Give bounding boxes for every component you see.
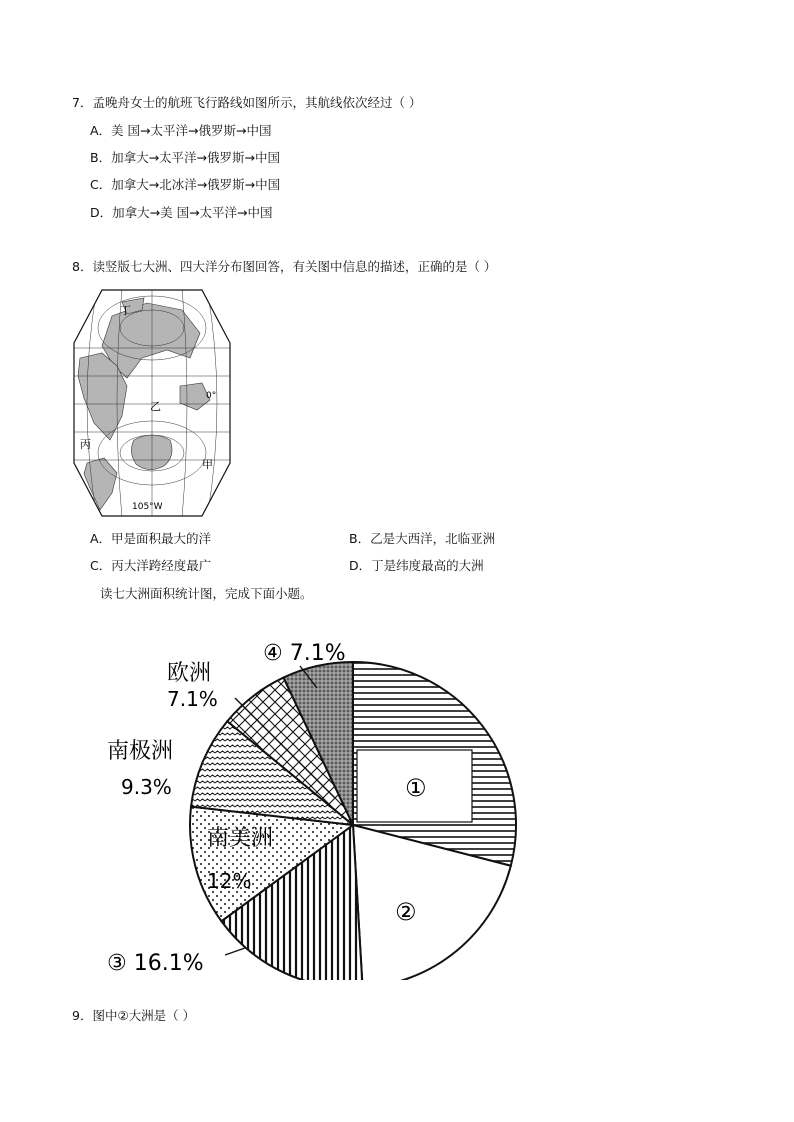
slice-3-label: ③ 16.1% [107, 951, 204, 976]
map-label-yi: 乙 [150, 400, 161, 413]
south-america-pct: 12% [207, 869, 252, 893]
continent-area-pie-chart [95, 630, 535, 980]
map-label-lon: 105°W [132, 502, 163, 512]
q7-option-c: C．加拿大→北冰洋→俄罗斯→中国 [90, 177, 281, 192]
q7-stem: 7．孟晚舟女士的航班飞行路线如图所示，其航线依次经过（ ） [72, 95, 422, 110]
map-label-zero: 0° [206, 391, 217, 401]
europe-pct: 7.1% [167, 687, 218, 711]
map-label-ding: 丁 [120, 304, 131, 317]
pie-intro: 读七大洲面积统计图，完成下面小题。 [100, 586, 313, 601]
slice-1-label: ① [405, 774, 427, 802]
slice-4-label: ④ 7.1% [263, 641, 346, 666]
q7-option-d: D．加拿大→美 国→太平洋→中国 [90, 205, 273, 220]
map-label-bing: 丙 [80, 438, 91, 451]
q8-option-d: D．丁是纬度最高的大洲 [349, 558, 484, 573]
q8-option-a: A．甲是面积最大的洋 [90, 531, 212, 546]
world-map-figure [72, 288, 232, 518]
q8-option-b: B．乙是大西洋，北临亚洲 [349, 531, 496, 546]
europe-name: 欧洲 [167, 661, 212, 686]
q9-stem: 9．图中②大洲是（ ） [72, 1008, 196, 1023]
slice-2-label: ② [395, 898, 417, 926]
continent-antarctica [131, 435, 172, 470]
antarctica-name: 南极洲 [107, 739, 174, 764]
map-label-jia: 甲 [202, 458, 213, 471]
south-america-name: 南美洲 [207, 826, 274, 851]
q7-option-a: A．美 国→太平洋→俄罗斯→中国 [90, 123, 272, 138]
antarctica-pct: 9.3% [121, 775, 172, 799]
q7-option-b: B．加拿大→太平洋→俄罗斯→中国 [90, 150, 280, 165]
q8-option-c: C．丙大洋跨经度最广 [90, 558, 212, 573]
q8-stem: 8．读竖版七大洲、四大洋分布图回答，有关图中信息的描述，正确的是（ ） [72, 259, 497, 274]
